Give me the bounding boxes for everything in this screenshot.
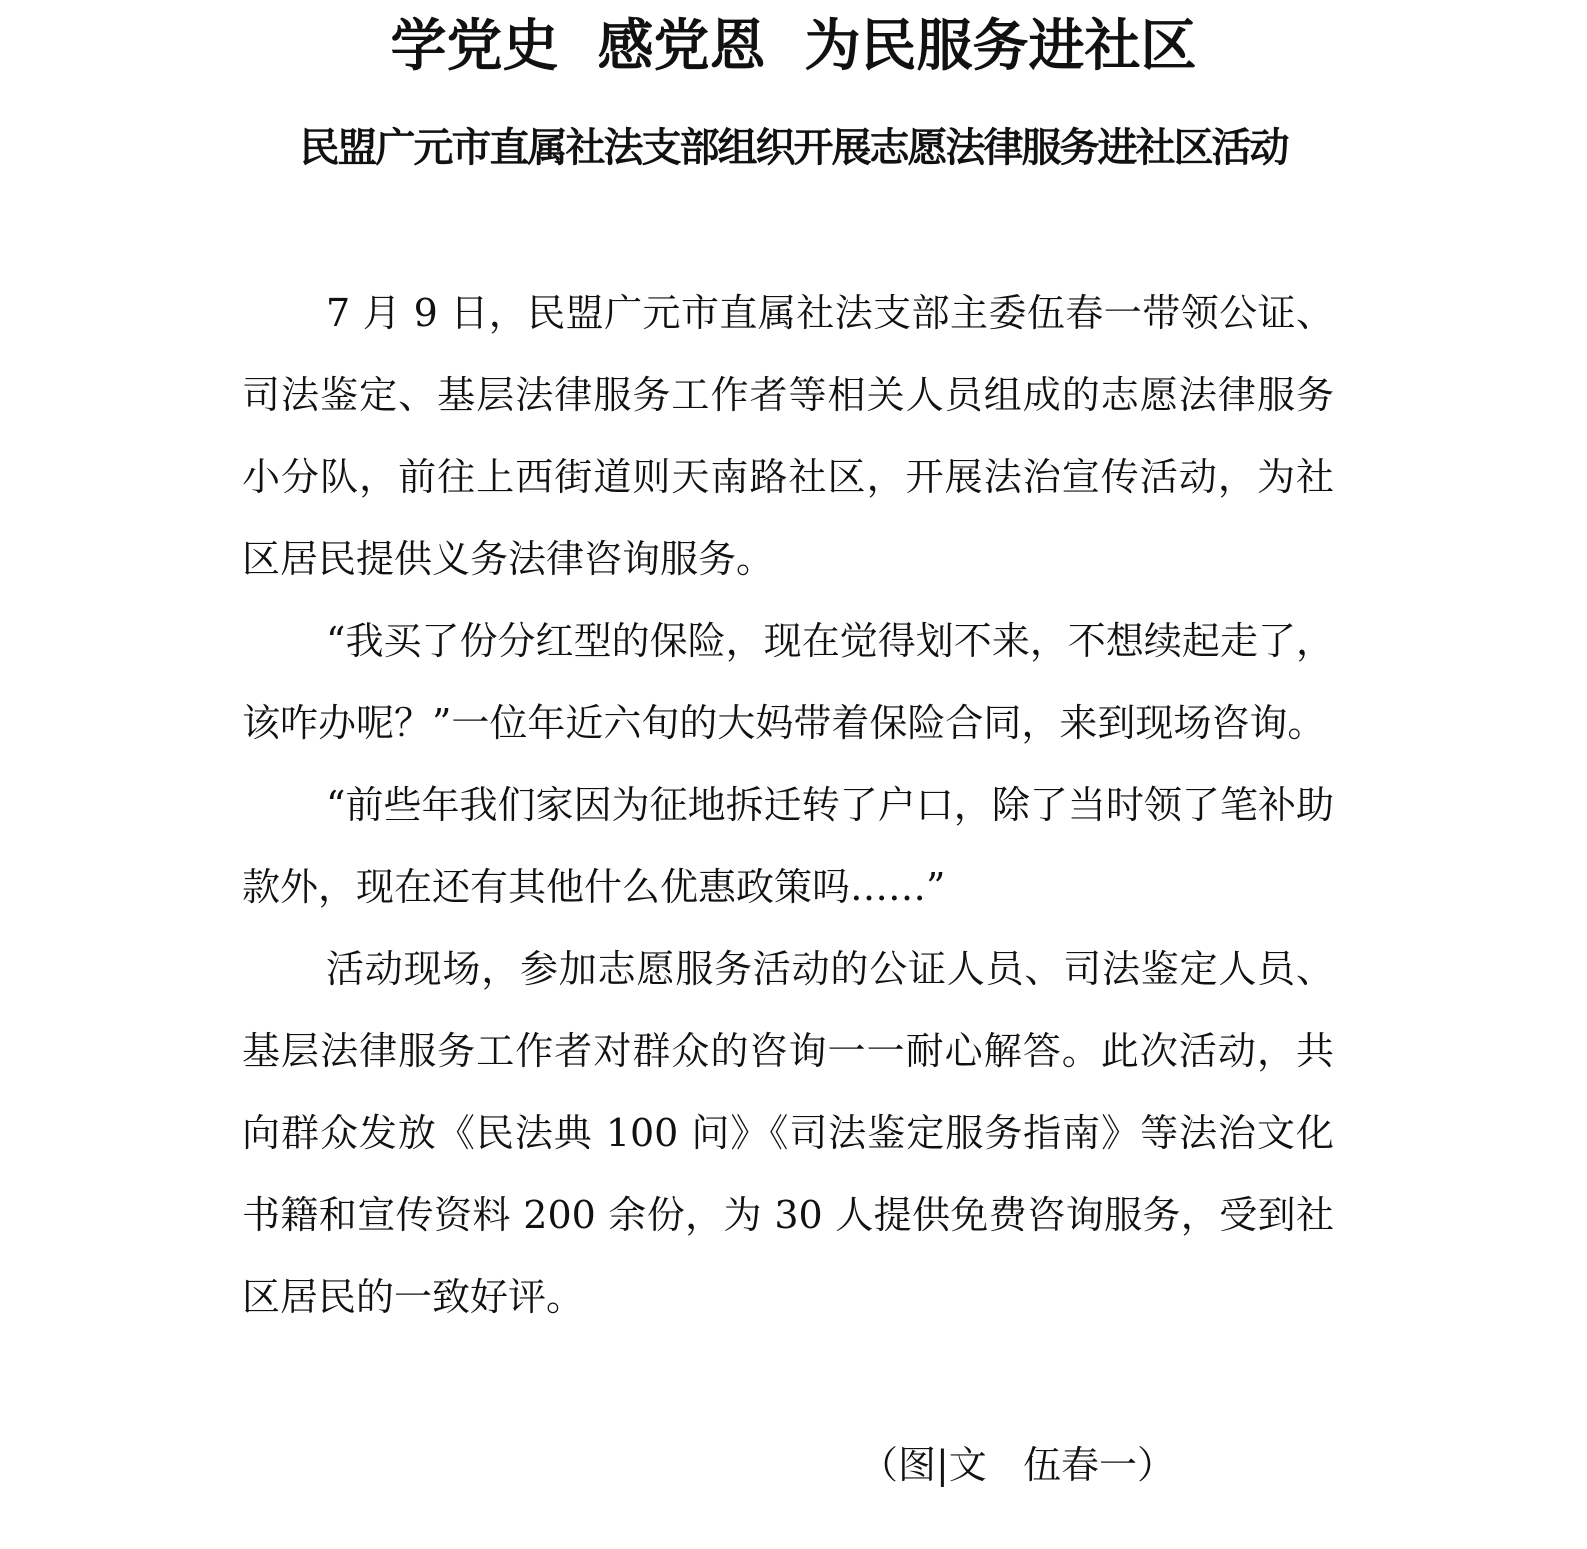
page-title: 学党史 感党恩 为民服务进社区 xyxy=(390,13,1197,79)
paragraph-2: “我买了份分红型的保险，现在觉得划不来，不想续起走了，该咋办呢？”一位年近六旬的大妈带着保险合同，来到现场咨询。 xyxy=(242,619,1334,745)
page-subtitle: 民盟广元市直属社法支部组织开展志愿法律服务进社区活动 xyxy=(299,124,1288,171)
paragraph-1: 7 月 9 日，民盟广元市直属社法支部主委伍春一带领公证、司法鉴定、基层法律服务工作者等相关人员组成的志愿法律服务小分队，前往上西街道则天南路社区，开展法治宣传活动，为社区居民提供义务法律咨询服务。 xyxy=(242,291,1334,581)
paragraph-3: “前些年我们家因为征地拆迁转了户口，除了当时领了笔补助款外，现在还有其他什么优惠政策吗……” xyxy=(242,783,1334,909)
paragraph-4: 活动现场，参加志愿服务活动的公证人员、司法鉴定人员、基层法律服务工作者对群众的咨询一一耐心解答。此次活动，共向群众发放《民法典 100 问》《司法鉴定服务指南》等法治文化书籍和宣传资料 200 余份，为 30 人提供免费咨询服务，受到社区居民的一致好评。 xyxy=(242,947,1334,1319)
author-credit: （图|文 伍春一） xyxy=(860,1443,1176,1487)
article-body xyxy=(242,272,1334,1338)
